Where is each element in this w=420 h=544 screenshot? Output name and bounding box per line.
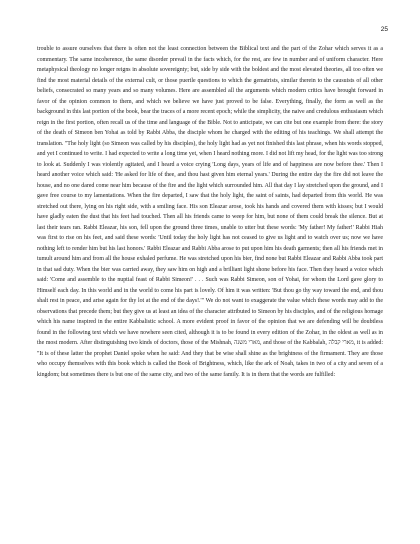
page-number: 25 bbox=[380, 26, 388, 33]
body-paragraph: trouble to assure ourselves that there is often not the least connection between the Biblical text and the part of the Zohar which serves it as a commentary. The same incoherence, the same disorder prevail in the facts which, for the rest, are few in number and of uniform character. Here metaphysical theology no longer reigns in absolute sovereignty; but, side by side with the boldest and the most elevated theories, all too often we find the most material details of the external cult, or those puerile questions to which the gematrists, similar therein to the causuists of all other beliefs, consecrated so many years and so many volumes. Here are assembled all the arguments which modern critics have brought forward in favor of the opinion common to them, and which we believe we have just proved to be false. Everything, finally, the form as well as the background in this last portion of the book, bear the traces of a more recent epoch; while the simplicity, the naive and credulous enthusiasm which reign in the first portion, often recall us of the time and language of the Bible. Not to anticipate, we can cite but one example from there: the story of the death of Simeon ben Yohai as told by Rabbi Abba, the disciple whom he charged with the editing of his teachings. We shall attempt the translation. "The holy light (so Simeon was called by his disciples), the holy light had as yet not finished this last phrase, when his words stopped, and yet I continued to write. I had expected to write a long time yet, when I heard nothing more. I did not lift my head, for the light was too strong to look at. Suddenly I was violently agitated, and I heard a voice crying 'Long days, years of life and of happiness are now before thee.' Then I heard another voice which said: 'He asked for life of thee, and thou hast given him eternal years.' During the entire day the fire did not leave the house, and no one dared come near him because of the fire and the light which surrounded him. All that day I lay stretched upon the ground, and I gave free course to my lamentations. When the fire departed, I saw that the holy light, the saint of saints, had departed from this world. He was stretched out there, lying on his right side, with a smiling face. His son Eleazar arose, took his hands and covered them with kisses; but I would have gladly eaten the dust that his feet had touched. Then all his friends came to weep for him, but none of them could break the silence. But at last their tears ran. Rabbi Eleazar, his son, fell upon the ground three times, unable to utter but these words: 'My father! My father!' Rabbi Hiah was first to rise on his feet, and said these words: 'Until today the holy light has not ceased to give us light and to watch over us; now we have nothing left to render him but his last honors.' Rabbi Eleazar and Rabbi Abba arose to put upon him his death garments; then all his friends met in tumult around him and from all the house exhaled perfume. He was stretched upon his bier, find none but Rabbi Eleazar and Rabbi Abba took part in that sad duty. When the bier was carried away, they saw him on high and a brilliant light shone before his face. Then they heard a voice which said: 'Come and assemble to the nuptial feast of Rabbi Simeon!' . . . Such was Rabbi Simeon, son of Yohai, for whom the Lord gave glory to Himself each day. In this world and in the world to come his part is lovely. Of him it was written: 'But thou go thy way toward the end, and thou shalt rest in peace, and arise again for thy lot at the end of the days!.'" We do not want to exaggerate the value which these words may add to the observations that precede them; but they give us at least an idea of the character attributed to Simeon by his disciples, and of the religious homage which his name inspired in the entire Kabbalistic school. A more evident proof in favor of the opinion that we are defending will be doubtless found in the following text which we have nowhere seen cited, although it is to be found in every edition of the Zohar, in the oldest as well as in the most modern. After distinguishing two kinds of doctors, those of the Mishnah, מארי משנה, and those of the Kabbalah, מארי קבלה, it is added: "It is of these latter the prophet Daniel spoke when he said: And they that be wise shall shine as the brightness of the firmament. They are those who occupy themselves with this book which is called the Book of Brightness, which, like the ark of Noah, takes in two of a city and seven of a kingdom; but sometimes there is but one of the same city, and two of the same family. It is in them that the words are fulfilled: bbox=[37, 46, 383, 378]
